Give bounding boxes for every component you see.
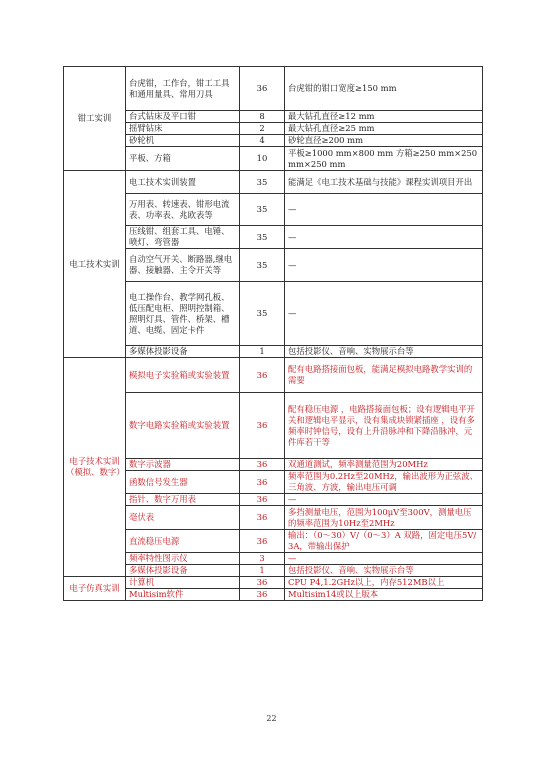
quantity-cell: 36 — [240, 589, 285, 601]
spec-cell: 台虎钳的钳口宽度≥150 mm — [285, 67, 483, 111]
equipment-cell: 模拟电子实验箱或实验装置 — [126, 358, 240, 393]
table-row — [64, 346, 483, 358]
quantity-cell: 35 — [240, 171, 285, 194]
table-row — [64, 358, 483, 393]
category-cell: 钳工实训 — [64, 67, 126, 171]
quantity-cell: 1 — [240, 565, 285, 577]
spec-cell: — — [285, 553, 483, 565]
equipment-cell: 多媒体投影设备 — [126, 565, 240, 577]
table-row — [64, 565, 483, 577]
spec-cell: — — [285, 282, 483, 346]
table-row — [64, 194, 483, 226]
equipment-cell: 压线钳、组套工具、电锤、喷灯、弯管器 — [126, 226, 240, 249]
table-row — [64, 249, 483, 282]
table-row — [64, 67, 483, 111]
table-row — [64, 171, 483, 194]
quantity-cell: 36 — [240, 577, 285, 589]
quantity-cell: 36 — [240, 358, 285, 393]
quantity-cell: 35 — [240, 282, 285, 346]
table-row — [64, 471, 483, 494]
equipment-cell: 万用表、转速表、钳形电流表、功率表、兆欧表等 — [126, 194, 240, 226]
spec-cell: 包括投影仪、音响、实物展示台等 — [285, 565, 483, 577]
quantity-cell: 35 — [240, 226, 285, 249]
equipment-cell: 电工技术实训装置 — [126, 171, 240, 194]
equipment-cell: 计算机 — [126, 577, 240, 589]
equipment-cell: 自动空气开关、断路器,继电器、接触器、主令开关等 — [126, 249, 240, 282]
equipment-cell: 摇臂钻床 — [126, 123, 240, 135]
table-row — [64, 459, 483, 471]
equipment-cell: 函数信号发生器 — [126, 471, 240, 494]
quantity-cell: 35 — [240, 249, 285, 282]
equipment-cell: 频率特性图示仪 — [126, 553, 240, 565]
equipment-cell: 数字示波器 — [126, 459, 240, 471]
spec-cell: 最大钻孔直径≥12 mm — [285, 111, 483, 123]
table-row — [64, 589, 483, 601]
spec-cell: — — [285, 194, 483, 226]
quantity-cell: 1 — [240, 346, 285, 358]
table-row — [64, 393, 483, 459]
equipment-cell: Multisim软件 — [126, 589, 240, 601]
quantity-cell: 36 — [240, 471, 285, 494]
quantity-cell: 36 — [240, 393, 285, 459]
table-row — [64, 147, 483, 171]
table-row — [64, 494, 483, 506]
spec-cell: 最大钻孔直径≥25 mm — [285, 123, 483, 135]
quantity-cell: 36 — [240, 494, 285, 506]
quantity-cell: 3 — [240, 553, 285, 565]
page-number: 22 — [266, 714, 277, 723]
spec-cell: 多挡测量电压，范围为100μV至300V，测量电压的频率范围为10Hz至2MHz — [285, 506, 483, 530]
category-cell: 电子仿真实训 — [64, 577, 126, 601]
spec-cell: 能满足《电工技术基础与技能》课程实训项目开出 — [285, 171, 483, 194]
quantity-cell: 35 — [240, 194, 285, 226]
category-cell: 电工技术实训 — [64, 171, 126, 358]
table-row — [64, 577, 483, 589]
table-row — [64, 111, 483, 123]
table-row — [64, 123, 483, 135]
quantity-cell: 2 — [240, 123, 285, 135]
quantity-cell: 36 — [240, 67, 285, 111]
spec-cell: 配有电路搭接面包板，能满足模拟电路教学实训的需要 — [285, 358, 483, 393]
equipment-cell: 直流稳压电源 — [126, 530, 240, 553]
spec-cell: 双通道测试，频率测量范围为20MHz — [285, 459, 483, 471]
equipment-cell: 毫伏表 — [126, 506, 240, 530]
table-row — [64, 226, 483, 249]
quantity-cell: 36 — [240, 459, 285, 471]
spec-cell: 输出：（0～30）V/（0～3）A 双路，固定电压5V/3A，带输出保护 — [285, 530, 483, 553]
equipment-table — [63, 66, 483, 601]
equipment-cell: 平板、方箱 — [126, 147, 240, 171]
table-row — [64, 530, 483, 553]
spec-cell: Multisim14或以上版本 — [285, 589, 483, 601]
spec-cell: 砂轮直径≥200 mm — [285, 135, 483, 147]
equipment-cell: 台虎钳，工作台，钳工工具和通用量具、常用刀具 — [126, 67, 240, 111]
spec-cell: 频率范围为0.2Hz至20MHz，输出波形为正弦波、三角波、方波，输出电压可调 — [285, 471, 483, 494]
spec-cell: — — [285, 226, 483, 249]
table-row — [64, 553, 483, 565]
equipment-cell: 数字电路实验箱或实验装置 — [126, 393, 240, 459]
spec-cell: — — [285, 249, 483, 282]
quantity-cell: 36 — [240, 530, 285, 553]
category-cell: 电子技术实训 （模拟、数字） — [64, 358, 126, 577]
table-row — [64, 506, 483, 530]
table-row — [64, 135, 483, 147]
quantity-cell: 10 — [240, 147, 285, 171]
quantity-cell: 8 — [240, 111, 285, 123]
equipment-cell: 电工操作台、教学网孔板、低压配电柜、照明控制箱、照明灯具、管件、桥架、槽道、电缆、固定卡件 — [126, 282, 240, 346]
spec-cell: 平板≥1000 mm×800 mm 方箱≥250 mm×250mm×250 mm — [285, 147, 483, 171]
spec-cell: — — [285, 494, 483, 506]
quantity-cell: 4 — [240, 135, 285, 147]
equipment-cell: 砂轮机 — [126, 135, 240, 147]
spec-cell: 包括投影仪、音响、实物展示台等 — [285, 346, 483, 358]
spec-cell: 配有稳压电源 ，电路搭接面包板；设有逻辑电平开关和逻辑电平显示，设有集成块锁紧插座 ，设有多频率时钟信号，设有上升沿脉冲和下降沿脉冲，元件库若干等 — [285, 393, 483, 459]
spec-cell: CPU P4,1.2GHz以上，内存512MB以上 — [285, 577, 483, 589]
equipment-cell: 多媒体投影设备 — [126, 346, 240, 358]
table-row — [64, 282, 483, 346]
quantity-cell: 36 — [240, 506, 285, 530]
equipment-cell: 指针、数字万用表 — [126, 494, 240, 506]
equipment-cell: 台式钻床及平口钳 — [126, 111, 240, 123]
